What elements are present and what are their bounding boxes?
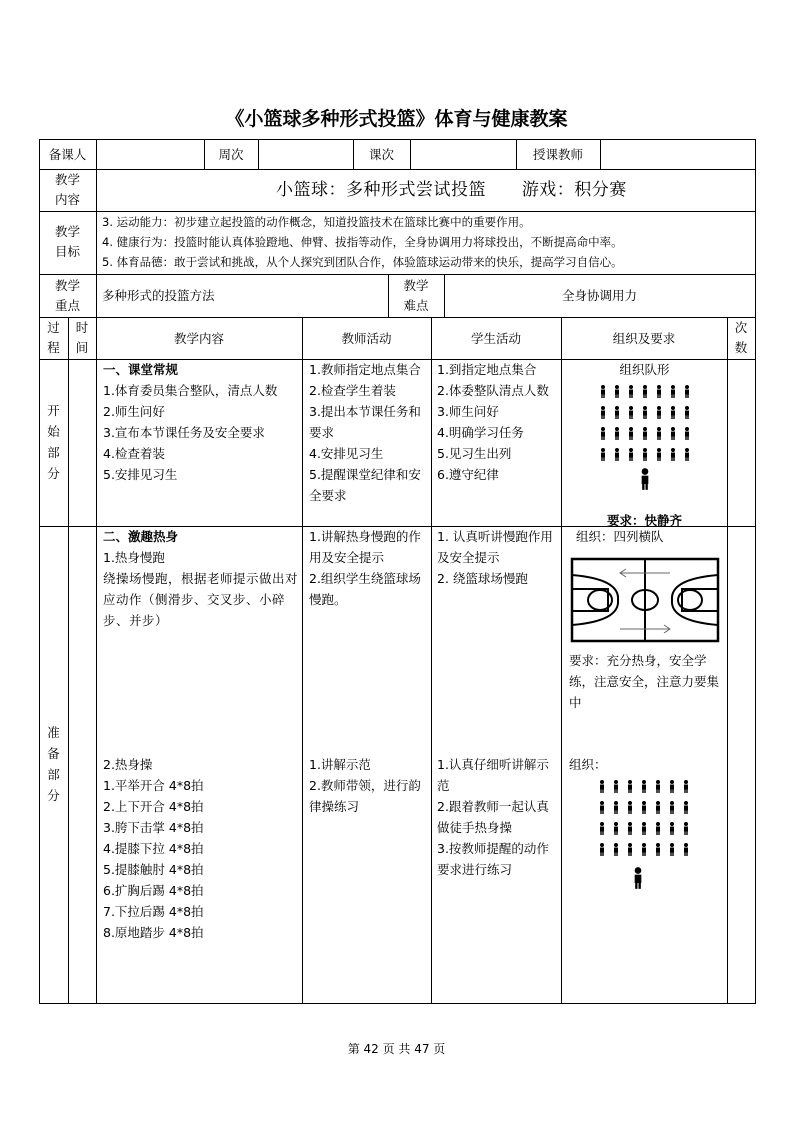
person-icon [655,843,661,856]
preparer-label: 备课人 [48,146,87,162]
col-content: 教学内容 [173,330,224,346]
person-icon [599,843,605,856]
person-icon [628,427,634,440]
start-content-heading: 一、课堂常规 [103,362,179,377]
content-main [276,169,746,211]
person-icon [670,385,676,398]
person-icon [684,406,690,419]
prep-warmup: 2.热身操 1.平举开合 4*8拍 2.上下开合 4*8拍 3.胯下击掌 4*8拍 4.提膝下拉 4*8拍 5.提膝触肘 4*8拍 6.扩胸后踢 4*8拍 7.下拉后踢 4*8拍 8.原地踏步 4*8拍 [103,757,204,940]
person-icon [684,448,690,461]
person-icon [641,822,647,835]
start-teacher: 1.教师指定地点集合 2.检查学生着装 3.提出本节课任务和要求 4.安排见习生 5.提醒课堂纪律和安全要求 [309,362,421,503]
person-icon [613,780,619,793]
week-label: 周次 [218,146,244,162]
prep-org-title: 组织：四列横队 [576,529,664,544]
page-footer: 第 42 页 共 47 页 [347,1042,446,1056]
person-icon [614,427,620,440]
person-icon [614,385,620,398]
person-icon [683,822,689,835]
keypoint-label: 教学 重点 [54,278,80,313]
person-icon [670,448,676,461]
person-icon [656,385,662,398]
teacher-person-icon [562,464,727,510]
prep-content: 二、激趣热身 1.热身慢跑 绕操场慢跑，根据老师提示做出对应动作（侧滑步、交叉步、小碎步、并步） [103,526,299,631]
person-icon [656,406,662,419]
person-icon [613,822,619,835]
person-icon [642,448,648,461]
goals-list [102,212,752,274]
prep-teacher-warmup: 1.讲解示范 2.教师带领，进行韵律操练习 [309,757,421,814]
basketball-court-diagram [570,557,720,643]
content-topic: 小篮球：多种形式尝试投篮 [276,180,486,200]
person-icon [641,843,647,856]
prep-org-requirement: 要求：充分热身，安全学练，注意安全，注意力要集中 [569,653,720,710]
person-icon [656,427,662,440]
person-icon [628,406,634,419]
page-title: 《小篮球多种形式投篮》体育与健康教案 [225,108,568,130]
person-icon [628,385,634,398]
person-icon [599,801,605,814]
person-icon [683,801,689,814]
person-icon [642,385,648,398]
start-student: 1.到指定地点集合 2.体委整队清点人数 3.师生问好 4.明确学习任务 5.见习生出列 6.遵守纪律 [437,362,549,482]
teacher-value[interactable] [600,139,755,169]
content-label: 教学 内容 [54,172,80,207]
difficulty-label: 教学 难点 [403,278,429,313]
prep-student-warmup: 1.认真仔细听讲解示范 2.跟着教师一起认真做徒手热身操 3.按教师提醒的动作要求进行练习 [437,757,549,877]
person-icon [614,406,620,419]
col-student: 学生活动 [470,330,521,346]
person-icon [613,801,619,814]
start-org-requirement: 要求：快静齐 [606,513,682,528]
person-icon [599,780,605,793]
person-icon [600,406,606,419]
prep-content-heading: 二、激趣热身 [103,529,179,544]
teacher-person-icon [557,859,719,897]
person-icon [627,843,633,856]
person-icon [656,448,662,461]
col-process: 过 程 [47,320,60,355]
person-icon [642,427,648,440]
person-icon [655,822,661,835]
person-icon [627,780,633,793]
difficulty-value: 全身协调用力 [561,288,637,303]
formation-grid [562,380,727,464]
week-value[interactable] [258,139,353,169]
start-content: 一、课堂常规 1.体育委员集合整队，清点人数 2.师生问好 3.宣布本节课任务及安全要求 4.检查着装 5.安排见习生 [103,359,301,485]
person-icon [600,427,606,440]
prep-org2: 组织： [569,754,719,897]
col-time: 时 间 [75,320,89,355]
person-icon [641,780,647,793]
person-icon [614,448,620,461]
start-org-title: 组织队形 [619,362,670,377]
person-icon [655,801,661,814]
keypoint-value: 多种形式的投篮方法 [102,288,215,303]
person-icon [683,843,689,856]
person-icon [628,448,634,461]
person-icon [642,406,648,419]
lesson-label: 课次 [368,146,394,162]
goal-item: 3. 运动能力：初步建立起投篮的动作概念，知道投篮技术在篮球比赛中的重要作用。 [102,215,531,229]
prep-process-label: 准 备 部 分 [47,725,60,803]
person-icon [669,801,675,814]
goals-label: 教学 目标 [54,224,80,259]
person-icon [670,406,676,419]
teacher-label: 授课教师 [532,146,583,162]
prep-student-jog: 1. 认真听讲慢跑作用及安全提示 2. 绕篮球场慢跑 [437,529,553,586]
person-icon [627,801,633,814]
person-icon [669,822,675,835]
start-org [562,359,727,531]
person-icon [627,822,633,835]
person-icon [600,448,606,461]
person-icon [684,427,690,440]
person-icon [613,843,619,856]
lesson-value[interactable] [410,139,516,169]
person-icon [600,385,606,398]
goal-item: 4. 健康行为：投篮时能认真体验蹬地、伸臂、拔指等动作，全身协调用力将球投出，不断提高命中率。 [102,235,623,249]
person-icon [641,801,647,814]
preparer-value[interactable] [96,139,204,169]
formation-grid [569,775,719,859]
person-icon [599,822,605,835]
start-process-label: 开 始 部 分 [47,403,60,481]
col-org: 组织及要求 [612,330,676,346]
col-teacher: 教师活动 [341,330,392,346]
col-count: 次 数 [734,320,748,355]
content-game: 游戏：积分赛 [521,180,627,200]
person-icon [684,385,690,398]
person-icon [669,780,675,793]
person-icon [683,780,689,793]
person-icon [655,780,661,793]
person-icon [670,427,676,440]
prep-teacher-jog: 1.讲解热身慢跑的作用及安全提示 2.组织学生绕篮球场慢跑。 [309,529,421,607]
goal-item: 5. 体育品德：敢于尝试和挑战，从个人探究到团队合作，体验篮球运动带来的快乐，提高学习自信心。 [102,255,623,269]
person-icon [669,843,675,856]
